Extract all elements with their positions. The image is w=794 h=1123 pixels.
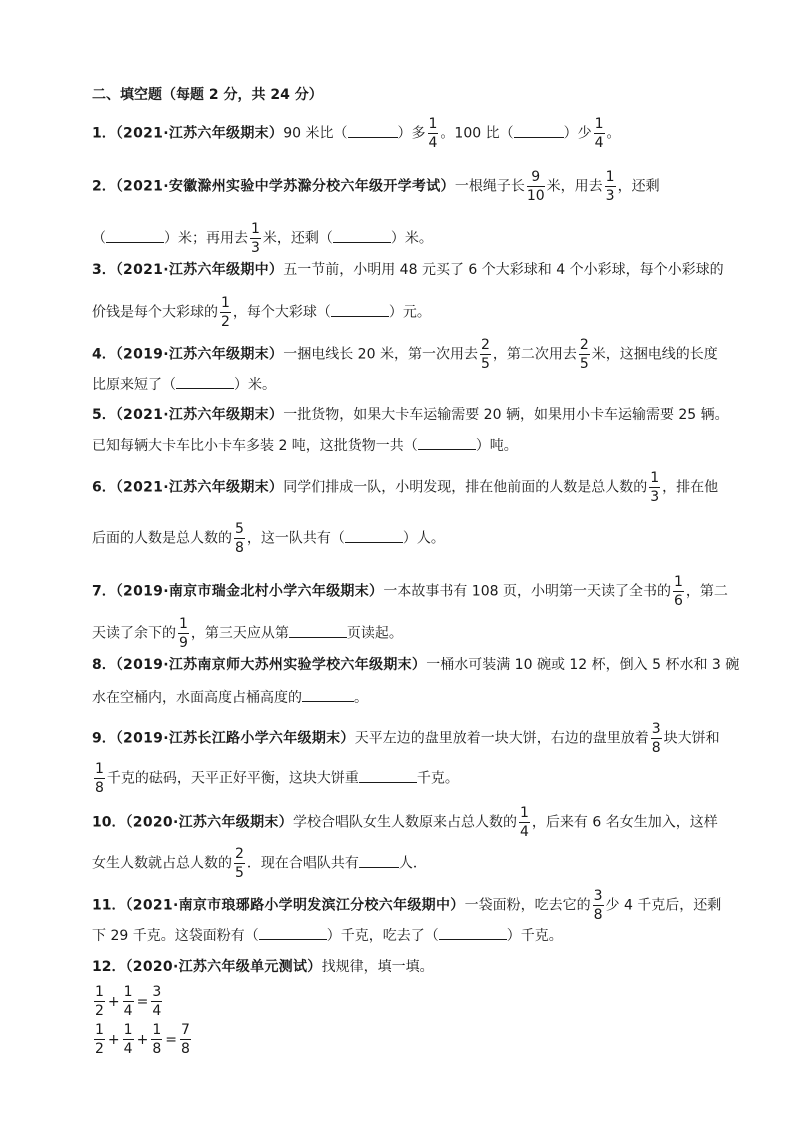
question-9-line-2 — [92, 762, 459, 795]
question-number: 1． — [92, 125, 116, 142]
question-source: （2021·江苏六年级期末） — [115, 125, 284, 142]
question-text: （ — [92, 230, 106, 247]
fraction: $\frac{1}{4}$ — [123, 1022, 133, 1057]
question-text: 。 — [354, 690, 368, 706]
question-source: （2019·江苏六年级期末） — [115, 346, 284, 363]
plus-sign: + — [107, 993, 120, 1010]
question-text: 价钱是每个大彩球的 — [92, 304, 218, 321]
question-text: 米，用去 — [546, 178, 603, 195]
question-text: ）千克，吃去了（ — [326, 928, 439, 944]
fraction: $\frac{2}{5}$ — [235, 846, 244, 881]
equation-1 — [92, 985, 164, 1018]
question-text: 比原来短了（ — [92, 377, 176, 393]
question-text: 米，还剩（ — [262, 230, 333, 247]
question-text: 一捆电线长 20 米，第一次用去 — [283, 346, 478, 363]
fraction: $\frac{7}{8}$ — [180, 1022, 190, 1057]
question-2-line-2 — [92, 222, 433, 255]
answer-blank[interactable] — [348, 125, 398, 138]
question-text: 后面的人数是总人数的 — [92, 530, 232, 547]
answer-blank[interactable] — [359, 770, 417, 783]
question-text: 找规律，填一填。 — [321, 959, 434, 975]
answer-blank[interactable] — [289, 625, 347, 638]
question-number: 7． — [92, 583, 116, 600]
question-1 — [92, 117, 621, 150]
question-source: （2020·江苏六年级单元测试） — [125, 959, 322, 975]
question-11 — [92, 889, 721, 922]
question-text: 学校合唱队女生人数原来占总人数的 — [292, 814, 517, 831]
question-text: 一本故事书有 108 页，小明第一天读了全书的 — [383, 583, 671, 600]
question-8-line-2 — [92, 688, 368, 708]
question-text: ）人。 — [402, 530, 445, 547]
question-4-line-2 — [92, 375, 276, 395]
question-source: （2019·江苏长江路小学六年级期末） — [115, 730, 355, 747]
question-number: 4． — [92, 346, 116, 363]
question-source: （2021·江苏六年级期末） — [115, 479, 284, 496]
answer-blank[interactable] — [439, 927, 507, 940]
question-text: ）多 — [397, 125, 426, 142]
question-12 — [92, 957, 434, 977]
question-text: 天平左边的盘里放着一块大饼，右边的盘里放着 — [354, 730, 649, 747]
fraction: $\frac{3}{8}$ — [651, 721, 661, 756]
answer-blank[interactable] — [259, 927, 327, 940]
question-7 — [92, 575, 728, 608]
question-number: 9． — [92, 730, 116, 747]
question-text: ，排在他 — [662, 479, 719, 496]
question-4 — [92, 338, 718, 371]
question-8 — [92, 655, 739, 675]
answer-blank[interactable] — [333, 230, 391, 243]
fraction: $\frac{1}{2}$ — [95, 984, 104, 1019]
answer-blank[interactable] — [302, 689, 354, 702]
question-text: 米，这捆电线的长度 — [591, 346, 718, 363]
question-3 — [92, 260, 724, 280]
question-text: 一批货物，如果大卡车运输需要 20 辆，如果用小卡车运输需要 25 辆。 — [283, 407, 729, 423]
question-text: 块大饼和 — [663, 730, 720, 747]
question-text: ）吨。 — [475, 438, 518, 454]
fraction: $\frac{1}{8}$ — [152, 1022, 162, 1057]
question-number: 10． — [92, 814, 126, 831]
question-number: 3． — [92, 262, 116, 278]
question-text: 一袋面粉，吃去它的 — [464, 897, 591, 914]
question-11-line-2 — [92, 926, 563, 946]
question-text: 一桶水可装满 10 碗或 12 杯，倒入 5 杯水和 3 碗 — [426, 657, 740, 673]
question-text: 页读起。 — [346, 625, 403, 642]
question-number: 2． — [92, 178, 116, 195]
question-source: （2021·江苏六年级期末） — [115, 407, 284, 423]
fraction: $\frac{3}{8}$ — [593, 888, 603, 923]
question-number: 12． — [92, 959, 126, 975]
question-3-line-2 — [92, 296, 431, 329]
fraction: $\frac{1}{9}$ — [179, 616, 188, 651]
question-number: 6． — [92, 479, 116, 496]
plus-sign: + — [107, 1031, 120, 1048]
question-7-line-2 — [92, 617, 403, 650]
fraction: $\frac{2}{5}$ — [579, 337, 589, 372]
question-text: ，第二 — [685, 583, 728, 600]
question-source: （2020·江苏六年级期末） — [125, 814, 293, 831]
equals-sign: = — [165, 1031, 177, 1048]
fraction: $\frac{1}{4}$ — [123, 984, 133, 1019]
answer-blank[interactable] — [345, 530, 403, 543]
fraction: $\frac{1}{4}$ — [428, 116, 438, 151]
fraction: $\frac{1}{8}$ — [95, 761, 104, 796]
question-source: （2019·南京市瑞金北村小学六年级期末） — [115, 583, 384, 600]
equation-2 — [92, 1023, 193, 1056]
fraction: $\frac{1}{2}$ — [95, 1022, 104, 1057]
fraction: $\frac{1}{2}$ — [221, 295, 230, 330]
question-text: 千克的砝码，天平正好平衡，这块大饼重 — [106, 770, 359, 787]
question-5-line-2 — [92, 436, 518, 456]
question-text: 下 29 千克。这袋面粉有（ — [92, 928, 259, 944]
answer-blank[interactable] — [418, 437, 476, 450]
question-text: ）米。 — [390, 230, 433, 247]
question-10 — [92, 806, 718, 839]
question-10-line-2 — [92, 847, 427, 880]
question-source: （2021·江苏六年级期中） — [115, 262, 284, 278]
question-text: ，第二次用去 — [492, 346, 577, 363]
fraction: $\frac{1}{4}$ — [594, 116, 604, 151]
question-text: ）少 — [563, 125, 592, 142]
question-text: ）米；再用去 — [164, 230, 248, 247]
question-text: ．现在合唱队共有 — [246, 855, 359, 872]
question-number: 8． — [92, 657, 116, 673]
fraction: $\frac{2}{5}$ — [480, 337, 490, 372]
fraction: $\frac{1}{3}$ — [605, 169, 615, 204]
fraction: $\frac{3}{4}$ — [152, 984, 162, 1019]
question-text: 少 4 千克后，还剩 — [605, 897, 722, 914]
question-text: ）千克。 — [506, 928, 563, 944]
question-number: 11． — [92, 897, 126, 914]
question-text: ，每个大彩球（ — [232, 304, 331, 321]
section-title: 二、填空题（每题 2 分，共 24 分） — [92, 87, 323, 103]
question-text: 。 — [606, 125, 621, 142]
question-text: 一根绳子长 — [454, 178, 525, 195]
plus-sign: + — [136, 1031, 149, 1048]
question-text: 90 米比（ — [283, 125, 348, 142]
question-source: （2021·南京市琅琊路小学明发滨江分校六年级期中） — [125, 897, 465, 914]
question-number: 5． — [92, 407, 116, 423]
question-text: 天读了余下的 — [92, 625, 176, 642]
question-text: 人． — [398, 855, 427, 872]
equals-sign: = — [136, 993, 149, 1010]
question-text: ，后来有 6 名女生加入，这样 — [531, 814, 718, 831]
question-text: 千克。 — [416, 770, 459, 787]
question-9 — [92, 722, 720, 755]
question-text: 五一节前，小明用 48 元买了 6 个大彩球和 4 个小彩球，每个小彩球的 — [283, 262, 724, 278]
question-6-line-2 — [92, 522, 445, 555]
question-text: 同学们排成一队，小明发现，排在他前面的人数是总人数的 — [283, 479, 648, 496]
question-text: ）元。 — [388, 304, 431, 321]
question-text: 水在空桶内，水面高度占桶高度的 — [92, 690, 302, 706]
question-text: ，还剩 — [617, 178, 660, 195]
question-source: （2021·安徽滁州实验中学苏滁分校六年级开学考试） — [115, 178, 455, 195]
answer-blank[interactable] — [359, 855, 399, 868]
question-6 — [92, 471, 718, 504]
question-text: ，第三天应从第 — [190, 625, 289, 642]
fraction: $\frac{1}{4}$ — [519, 805, 529, 840]
fraction: $\frac{9}{10}$ — [526, 169, 545, 204]
fraction: $\frac{1}{3}$ — [650, 470, 660, 505]
answer-blank[interactable] — [106, 230, 164, 243]
fraction: $\frac{5}{8}$ — [235, 521, 244, 556]
fraction: $\frac{1}{6}$ — [673, 574, 683, 609]
question-2 — [92, 170, 660, 203]
answer-blank[interactable] — [514, 125, 564, 138]
question-text: 已知每辆大卡车比小卡车多装 2 吨，这批货物一共（ — [92, 438, 418, 454]
question-text: 。100 比（ — [440, 125, 514, 142]
question-source: （2019·江苏南京师大苏州实验学校六年级期末） — [115, 657, 427, 673]
fraction: $\frac{1}{3}$ — [251, 221, 260, 256]
question-text: ，这一队共有（ — [246, 530, 345, 547]
question-5 — [92, 405, 729, 425]
answer-blank[interactable] — [176, 376, 234, 389]
question-text: ）米。 — [234, 377, 276, 393]
answer-blank[interactable] — [331, 304, 389, 317]
question-text: 女生人数就占总人数的 — [92, 855, 232, 872]
